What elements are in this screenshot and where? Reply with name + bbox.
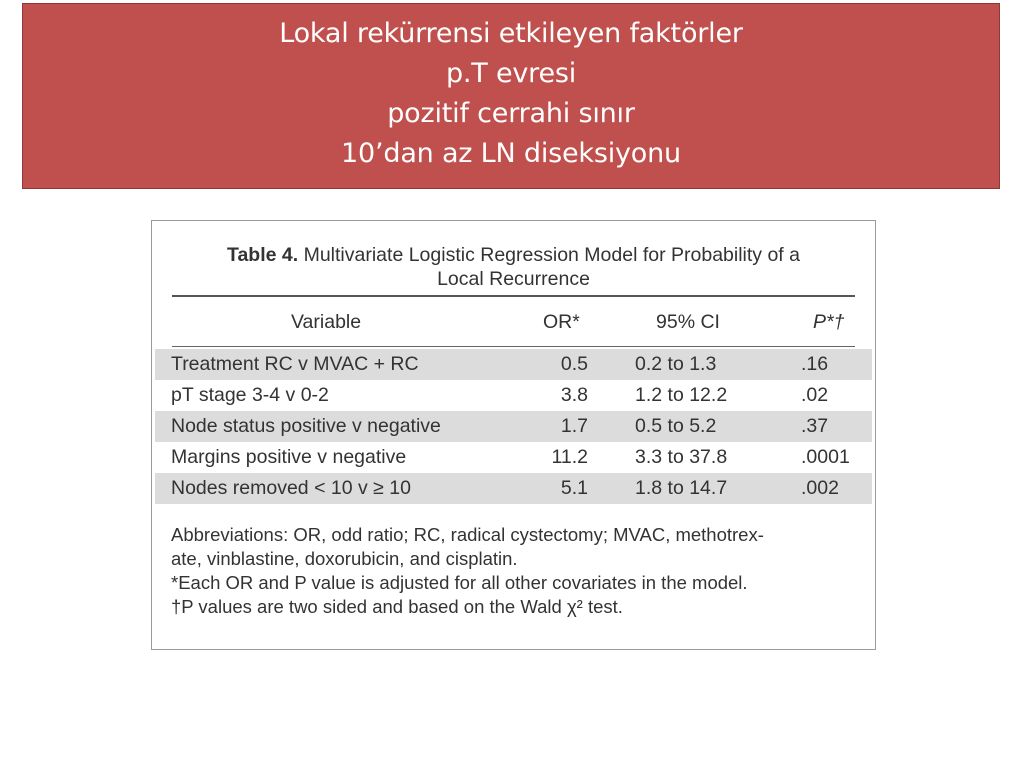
table-caption-text-line2: Local Recurrence [437, 268, 590, 290]
header-ci: 95% CI [656, 311, 720, 333]
footnote-abbreviations: Abbreviations: OR, odd ratio; RC, radical cystectomy; MVAC, methotrex- [171, 524, 764, 545]
row-or: 0.5 [560, 353, 588, 375]
table-caption-label: Table 4. [227, 244, 299, 266]
row-p: .002 [801, 477, 839, 499]
row-variable: pT stage 3-4 v 0-2 [171, 384, 329, 406]
slide-title-line-1: Lokal rekürrensi etkileyen faktörler [279, 18, 743, 49]
row-ci: 0.5 to 5.2 [635, 415, 717, 437]
table-row [155, 442, 872, 473]
row-ci: 3.3 to 37.8 [635, 446, 728, 468]
table-row [155, 411, 872, 442]
slide-title-box [22, 3, 1000, 189]
row-p: .0001 [801, 446, 850, 468]
table-row [155, 380, 872, 411]
row-or: 5.1 [560, 477, 588, 499]
header-p: P*† [813, 311, 845, 333]
slide-title-line-4: 10’dan az LN diseksiyonu [341, 138, 681, 169]
row-variable: Nodes removed < 10 v ≥ 10 [171, 477, 411, 499]
table-caption [152, 243, 875, 291]
table-footnotes [171, 523, 861, 619]
row-variable: Margins positive v negative [171, 446, 407, 468]
table-row [155, 473, 872, 504]
table-caption-text: Multivariate Logistic Regression Model for Probability of a [303, 244, 800, 266]
row-p: .16 [801, 353, 829, 375]
footnote-abbreviations-cont: ate, vinblastine, doxorubicin, and cisplatin. [171, 548, 518, 569]
row-p: .37 [801, 415, 829, 437]
slide-title-line-3: pozitif cerrahi sınır [387, 98, 635, 129]
row-or: 11.2 [551, 446, 588, 468]
row-variable: Node status positive v negative [171, 415, 441, 437]
row-p: .02 [801, 384, 829, 406]
row-or: 3.8 [560, 384, 588, 406]
row-variable: Treatment RC v MVAC + RC [171, 353, 419, 375]
footnote-or-adjusted: *Each OR and P value is adjusted for all other covariates in the model. [171, 572, 748, 593]
header-rule [172, 346, 855, 347]
row-or: 1.7 [560, 415, 588, 437]
table-top-rule [172, 295, 855, 297]
regression-table-image [151, 220, 876, 650]
row-ci: 0.2 to 1.3 [635, 353, 717, 375]
row-ci: 1.2 to 12.2 [635, 384, 728, 406]
header-or: OR* [543, 311, 580, 333]
footnote-p-values: †P values are two sided and based on the Wald χ² test. [171, 596, 623, 617]
table-row [155, 349, 872, 380]
row-ci: 1.8 to 14.7 [635, 477, 728, 499]
slide-title-line-2: p.T evresi [445, 58, 577, 89]
header-variable: Variable [291, 311, 362, 333]
